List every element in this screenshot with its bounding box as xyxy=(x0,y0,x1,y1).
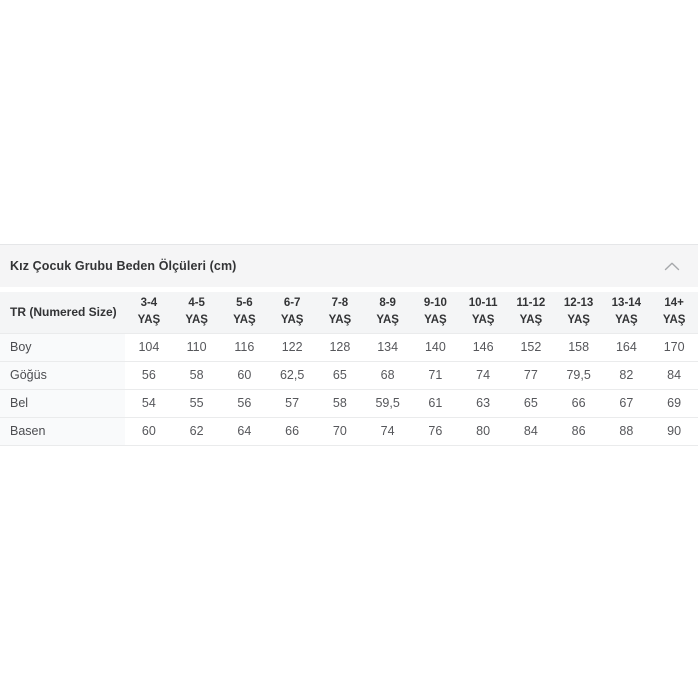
column-header-4-5: 4-5 YAŞ xyxy=(173,292,221,333)
value-cell: 128 xyxy=(316,333,364,361)
value-cell: 60 xyxy=(125,417,173,445)
value-cell: 146 xyxy=(459,333,507,361)
column-header-13-14: 13-14 YAŞ xyxy=(603,292,651,333)
value-cell: 80 xyxy=(459,417,507,445)
column-header-3-4: 3-4 YAŞ xyxy=(125,292,173,333)
chevron-up-icon[interactable] xyxy=(664,262,680,271)
row-label: Bel xyxy=(0,389,125,417)
value-cell: 60 xyxy=(221,361,269,389)
value-cell: 56 xyxy=(221,389,269,417)
value-cell: 122 xyxy=(268,333,316,361)
value-cell: 152 xyxy=(507,333,555,361)
top-whitespace xyxy=(0,0,700,244)
column-header-11-12: 11-12 YAŞ xyxy=(507,292,555,333)
value-cell: 57 xyxy=(268,389,316,417)
value-cell: 88 xyxy=(603,417,651,445)
size-table xyxy=(0,292,698,446)
table-row-göğüs xyxy=(0,361,698,389)
value-cell: 84 xyxy=(507,417,555,445)
value-cell: 71 xyxy=(412,361,460,389)
value-cell: 63 xyxy=(459,389,507,417)
value-cell: 79,5 xyxy=(555,361,603,389)
value-cell: 74 xyxy=(364,417,412,445)
column-header-8-9: 8-9 YAŞ xyxy=(364,292,412,333)
size-table-body xyxy=(0,333,698,445)
accordion-body xyxy=(0,292,698,446)
value-cell: 84 xyxy=(650,361,698,389)
corner-header: TR (Numered Size) xyxy=(0,292,125,333)
column-header-9-10: 9-10 YAŞ xyxy=(412,292,460,333)
value-cell: 65 xyxy=(507,389,555,417)
value-cell: 164 xyxy=(603,333,651,361)
value-cell: 58 xyxy=(316,389,364,417)
row-label: Boy xyxy=(0,333,125,361)
value-cell: 56 xyxy=(125,361,173,389)
value-cell: 68 xyxy=(364,361,412,389)
column-header-10-11: 10-11 YAŞ xyxy=(459,292,507,333)
size-chart-panel xyxy=(0,244,698,446)
value-cell: 82 xyxy=(603,361,651,389)
value-cell: 170 xyxy=(650,333,698,361)
value-cell: 69 xyxy=(650,389,698,417)
value-cell: 86 xyxy=(555,417,603,445)
value-cell: 90 xyxy=(650,417,698,445)
column-header-7-8: 7-8 YAŞ xyxy=(316,292,364,333)
column-header-12-13: 12-13 YAŞ xyxy=(555,292,603,333)
accordion-header[interactable] xyxy=(0,245,698,287)
row-label: Göğüs xyxy=(0,361,125,389)
value-cell: 140 xyxy=(412,333,460,361)
value-cell: 55 xyxy=(173,389,221,417)
column-header-6-7: 6-7 YAŞ xyxy=(268,292,316,333)
size-table-head xyxy=(0,292,698,333)
value-cell: 62,5 xyxy=(268,361,316,389)
table-row-basen xyxy=(0,417,698,445)
column-header-14+: 14+ YAŞ xyxy=(650,292,698,333)
value-cell: 67 xyxy=(603,389,651,417)
panel-title: Kız Çocuk Grubu Beden Ölçüleri (cm) xyxy=(10,259,237,273)
value-cell: 70 xyxy=(316,417,364,445)
value-cell: 62 xyxy=(173,417,221,445)
value-cell: 76 xyxy=(412,417,460,445)
column-header-5-6: 5-6 YAŞ xyxy=(221,292,269,333)
value-cell: 66 xyxy=(555,389,603,417)
header-row xyxy=(0,292,698,333)
value-cell: 77 xyxy=(507,361,555,389)
value-cell: 58 xyxy=(173,361,221,389)
value-cell: 74 xyxy=(459,361,507,389)
table-row-boy xyxy=(0,333,698,361)
value-cell: 61 xyxy=(412,389,460,417)
value-cell: 65 xyxy=(316,361,364,389)
value-cell: 110 xyxy=(173,333,221,361)
value-cell: 64 xyxy=(221,417,269,445)
table-row-bel xyxy=(0,389,698,417)
value-cell: 59,5 xyxy=(364,389,412,417)
value-cell: 66 xyxy=(268,417,316,445)
value-cell: 54 xyxy=(125,389,173,417)
value-cell: 134 xyxy=(364,333,412,361)
value-cell: 158 xyxy=(555,333,603,361)
value-cell: 116 xyxy=(221,333,269,361)
value-cell: 104 xyxy=(125,333,173,361)
row-label: Basen xyxy=(0,417,125,445)
